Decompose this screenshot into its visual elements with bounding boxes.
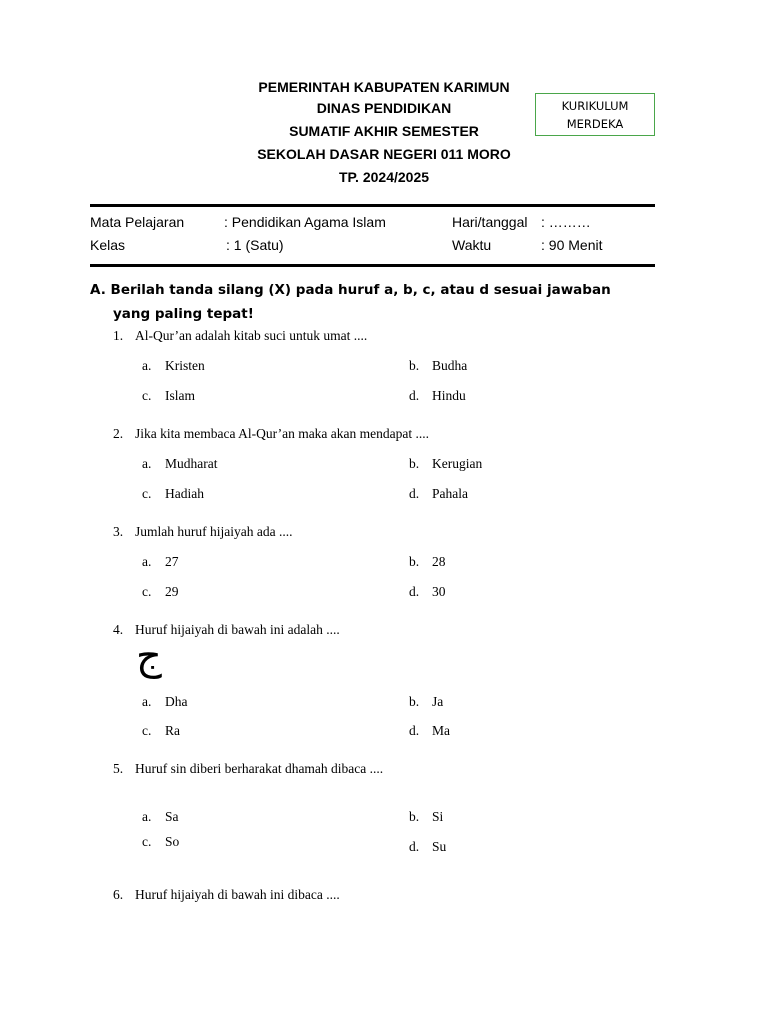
section-a-instruction-line2: yang paling tepat! bbox=[113, 306, 254, 322]
option-text: Budha bbox=[432, 358, 468, 373]
option-text: Ra bbox=[165, 723, 180, 738]
time-label: Waktu bbox=[452, 237, 492, 253]
question-text: Huruf sin diberi berharakat dhamah dibaca .... bbox=[135, 761, 384, 776]
question-text: Jika kita membaca Al-Qur’an maka akan mendapat .... bbox=[135, 426, 430, 441]
option-letter: d. bbox=[409, 486, 420, 501]
curriculum-badge-line2: MERDEKA bbox=[566, 117, 624, 131]
question-number: 2. bbox=[113, 426, 124, 441]
question-text: Jumlah huruf hijaiyah ada .... bbox=[135, 524, 293, 539]
option-letter: b. bbox=[409, 358, 420, 373]
header-line-year: TP. 2024/2025 bbox=[338, 169, 430, 185]
option-letter: a. bbox=[142, 358, 152, 373]
option-text: Islam bbox=[165, 388, 195, 403]
option-letter: d. bbox=[409, 388, 420, 403]
question-text: Al-Qur’an adalah kitab suci untuk umat .... bbox=[135, 328, 368, 343]
option-text: Hindu bbox=[432, 388, 466, 403]
option-letter: a. bbox=[142, 554, 152, 569]
option-text: 28 bbox=[432, 554, 446, 569]
option-text: Si bbox=[432, 809, 444, 824]
header-line-agency: DINAS PENDIDIKAN bbox=[316, 100, 452, 116]
option-text: Kerugian bbox=[432, 456, 483, 471]
option-text: Mudharat bbox=[165, 456, 218, 471]
option-text: So bbox=[165, 834, 180, 849]
option-letter: a. bbox=[142, 456, 152, 471]
header-line-school: SEKOLAH DASAR NEGERI 011 MORO bbox=[257, 146, 511, 162]
header-line-government: PEMERINTAH KABUPATEN KARIMUN bbox=[258, 79, 510, 95]
question-number: 5. bbox=[113, 761, 124, 776]
option-text: 29 bbox=[165, 584, 179, 599]
section-a-instruction bbox=[90, 279, 690, 302]
subject-label: Mata Pelajaran bbox=[90, 214, 185, 230]
date-value: : ……… bbox=[541, 214, 591, 230]
option-letter: b. bbox=[409, 809, 420, 824]
class-value: : 1 (Satu) bbox=[226, 237, 284, 253]
question-number: 6. bbox=[113, 887, 124, 902]
date-label: Hari/tanggal bbox=[452, 214, 528, 230]
option-letter: d. bbox=[409, 584, 420, 599]
curriculum-badge-line1: KURIKULUM bbox=[561, 99, 629, 113]
bottom-rule bbox=[90, 264, 655, 267]
section-a-letter: A. bbox=[90, 282, 106, 298]
option-letter: b. bbox=[409, 456, 420, 471]
option-letter: a. bbox=[142, 694, 152, 709]
option-text: Su bbox=[432, 839, 447, 854]
option-text: Ja bbox=[432, 694, 444, 709]
option-text: 27 bbox=[165, 554, 179, 569]
question-text: Huruf hijaiyah di bawah ini adalah .... bbox=[135, 622, 340, 637]
time-value: : 90 Menit bbox=[541, 237, 603, 253]
option-letter: c. bbox=[142, 486, 152, 501]
class-label: Kelas bbox=[90, 237, 126, 253]
option-letter: c. bbox=[142, 388, 152, 403]
option-letter: d. bbox=[409, 723, 420, 738]
option-letter: c. bbox=[142, 584, 152, 599]
option-text: Ma bbox=[432, 723, 450, 738]
option-letter: b. bbox=[409, 694, 420, 709]
option-text: 30 bbox=[432, 584, 446, 599]
option-text: Sa bbox=[165, 809, 179, 824]
option-letter: a. bbox=[142, 809, 152, 824]
option-text: Kristen bbox=[165, 358, 205, 373]
question-text: Huruf hijaiyah di bawah ini dibaca .... bbox=[135, 887, 340, 902]
option-text: Pahala bbox=[432, 486, 468, 501]
option-text: Hadiah bbox=[165, 486, 204, 501]
option-letter: b. bbox=[409, 554, 420, 569]
hijaiyah-letter-jim: ج bbox=[136, 633, 162, 679]
curriculum-badge bbox=[535, 93, 655, 136]
question-number: 4. bbox=[113, 622, 124, 637]
question-number: 1. bbox=[113, 328, 124, 343]
top-rule bbox=[90, 204, 655, 207]
option-text: Dha bbox=[165, 694, 188, 709]
question-number: 3. bbox=[113, 524, 124, 539]
option-letter: c. bbox=[142, 723, 152, 738]
header-line-exam: SUMATIF AKHIR SEMESTER bbox=[289, 123, 479, 139]
section-a-instruction-line1: Berilah tanda silang (X) pada huruf a, b, c, atau d sesuai jawaban bbox=[110, 282, 611, 298]
option-letter: c. bbox=[142, 834, 152, 849]
subject-value: : Pendidikan Agama Islam bbox=[224, 214, 386, 230]
option-letter: d. bbox=[409, 839, 420, 854]
